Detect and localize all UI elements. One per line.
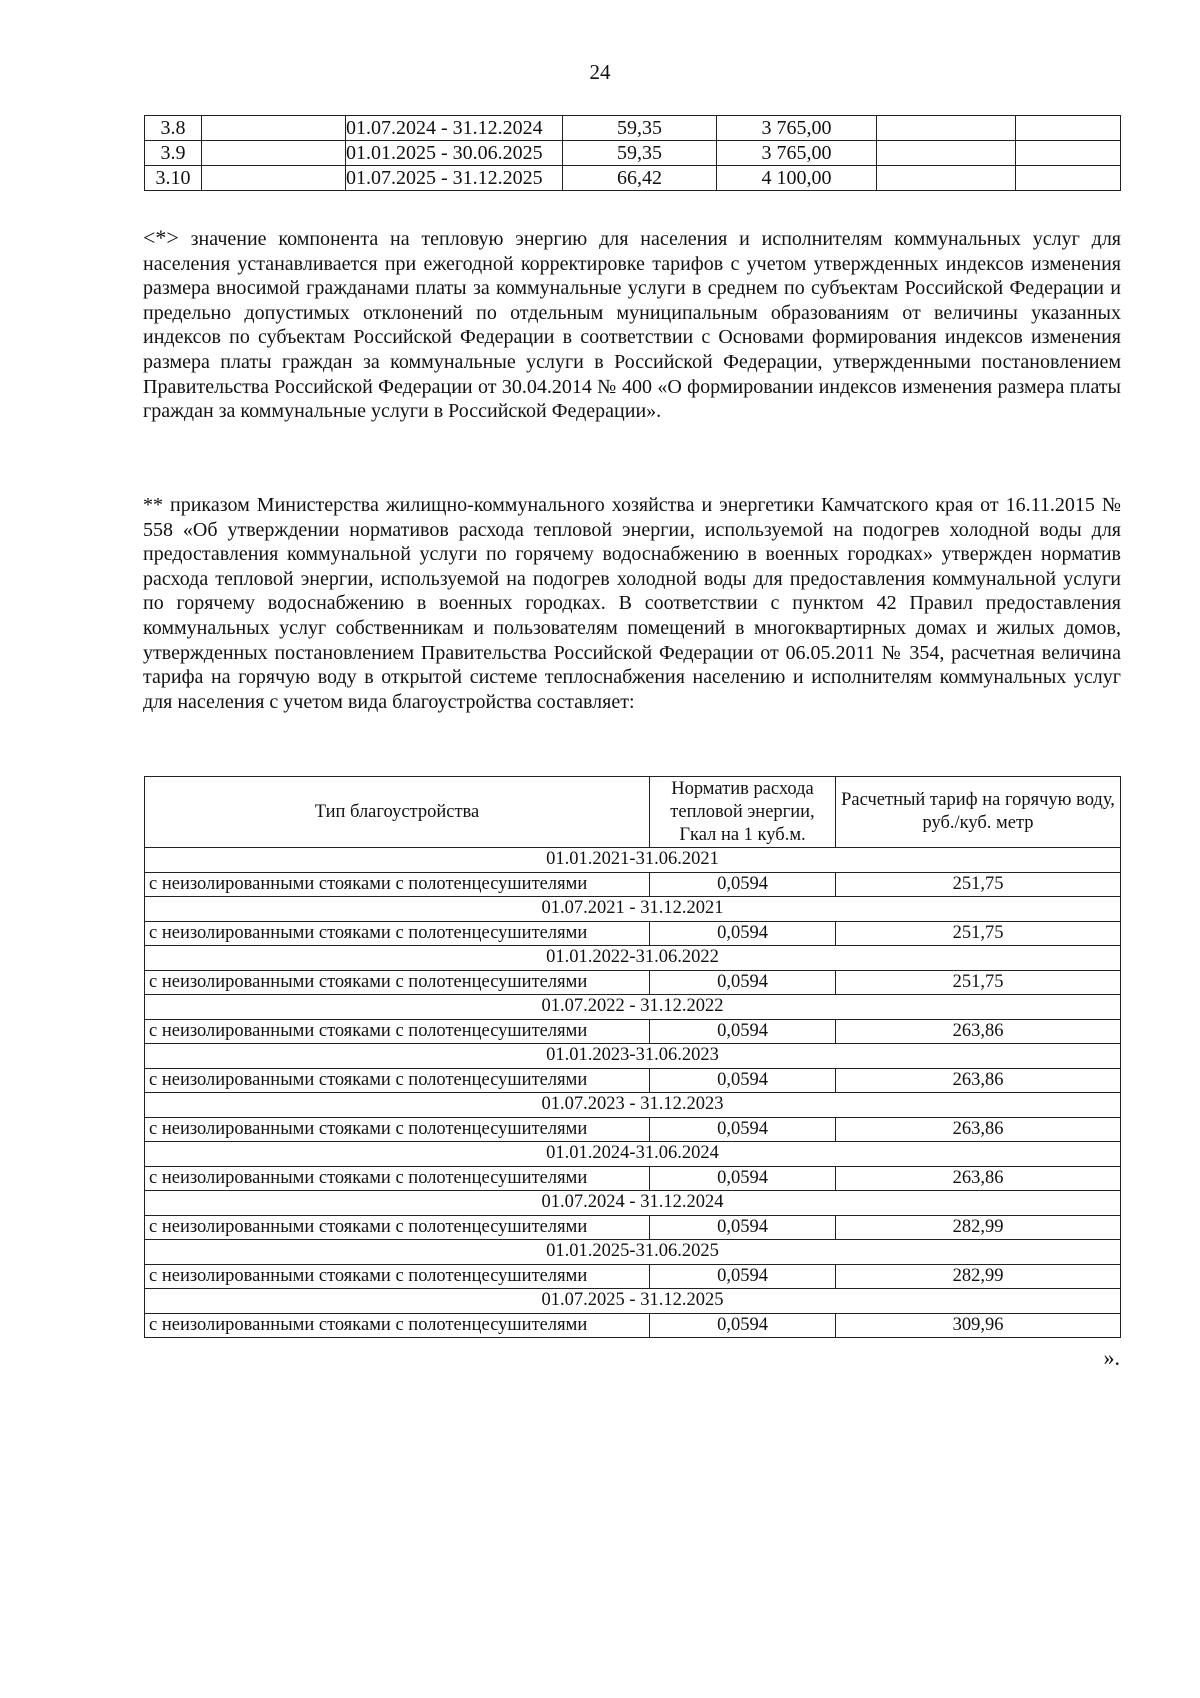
period-row (145, 1093, 1121, 1118)
cell-norm: 0,0594 (650, 1166, 836, 1191)
cell-tariff: 263,86 (836, 1019, 1121, 1044)
period-cell: 01.01.2024-31.06.2024 (145, 1142, 1121, 1167)
table-row (145, 872, 1121, 897)
cell-norm: 0,0594 (650, 1019, 836, 1044)
period-row (145, 1142, 1121, 1167)
table-row (145, 1215, 1121, 1240)
table-cell: 59,35 (563, 141, 717, 166)
table-row (145, 166, 1121, 191)
cell-tariff: 263,86 (836, 1166, 1121, 1191)
cell-norm: 0,0594 (650, 1264, 836, 1289)
period-row (145, 1191, 1121, 1216)
header-norm: Норматив расхода тепловой энергии, Гкал на 1 куб.м. (650, 777, 836, 848)
header-tariff: Расчетный тариф на горячую воду, руб./куб. метр (836, 777, 1121, 848)
table-row (145, 1019, 1121, 1044)
cell-type: с неизолированными стояками с полотенцесушителями (145, 872, 650, 897)
table-cell: 3.8 (145, 116, 202, 141)
period-cell: 01.07.2024 - 31.12.2024 (145, 1191, 1121, 1216)
cell-norm: 0,0594 (650, 1117, 836, 1142)
table-cell: 59,35 (563, 116, 717, 141)
cell-type: с неизолированными стояками с полотенцесушителями (145, 1313, 650, 1338)
cell-norm: 0,0594 (650, 1068, 836, 1093)
table-row (145, 116, 1121, 141)
table-cell: 01.07.2025 - 31.12.2025 (346, 166, 563, 191)
period-cell: 01.07.2022 - 31.12.2022 (145, 995, 1121, 1020)
cell-norm: 0,0594 (650, 970, 836, 995)
period-cell: 01.01.2022-31.06.2022 (145, 946, 1121, 971)
cell-norm: 0,0594 (650, 1215, 836, 1240)
header-type: Тип благоустройства (145, 777, 650, 848)
period-cell: 01.07.2023 - 31.12.2023 (145, 1093, 1121, 1118)
period-cell: 01.07.2025 - 31.12.2025 (145, 1289, 1121, 1314)
note-text: значение компонента на тепловую энергию для населения и исполнителям коммунальных услуг для населения устанавливается при ежегодной корректировке тарифов с учетом утвержденных индексов изменения размера вносимой гражданами платы за коммунальные услуги в среднем по субъектам Российской Федерации и предельно допустимых отклонений по отдельным муниципальным образованиям от величины указанных индексов по субъектам Российской Федерации в соответствии с Основами формирования индексов изменения размера платы граждан за коммунальные услуги в Российской Федерации, утвержденными постановлением Правительства Российской Федерации от 30.04.2014 № 400 «О формировании индексов изменения размера платы граждан за коммунальные услуги в Российской Федерации». (143, 228, 1121, 423)
table-cell (1016, 141, 1121, 166)
cell-type: с неизолированными стояками с полотенцесушителями (145, 970, 650, 995)
table-cell (202, 116, 346, 141)
table-cell (877, 141, 1016, 166)
cell-tariff: 263,86 (836, 1068, 1121, 1093)
table-cell (877, 166, 1016, 191)
period-cell: 01.07.2021 - 31.12.2021 (145, 897, 1121, 922)
cell-norm: 0,0594 (650, 1313, 836, 1338)
table-cell (1016, 166, 1121, 191)
table-cell: 3.9 (145, 141, 202, 166)
table-row (145, 141, 1121, 166)
hot-water-tariff-table (144, 776, 1121, 1338)
table-row (145, 1313, 1121, 1338)
table-cell (1016, 116, 1121, 141)
cell-tariff: 282,99 (836, 1264, 1121, 1289)
period-row (145, 1044, 1121, 1069)
table-row (145, 1068, 1121, 1093)
table-cell: 66,42 (563, 166, 717, 191)
period-row (145, 995, 1121, 1020)
closing-quote: ». (1103, 1345, 1120, 1370)
page-number: 24 (589, 60, 611, 84)
period-row (145, 946, 1121, 971)
period-cell: 01.01.2023-31.06.2023 (145, 1044, 1121, 1069)
table-cell: 3 765,00 (717, 116, 877, 141)
cell-tariff: 251,75 (836, 872, 1121, 897)
table-row (145, 1264, 1121, 1289)
tariff-component-table (144, 115, 1121, 191)
cell-type: с неизолированными стояками с полотенцесушителями (145, 1166, 650, 1191)
cell-tariff: 251,75 (836, 970, 1121, 995)
cell-tariff: 251,75 (836, 921, 1121, 946)
note-marker: <*> (143, 225, 179, 250)
table-cell (202, 166, 346, 191)
table-cell: 3 765,00 (717, 141, 877, 166)
cell-type: с неизолированными стояками с полотенцесушителями (145, 921, 650, 946)
period-row (145, 1240, 1121, 1265)
table-cell: 01.01.2025 - 30.06.2025 (346, 141, 563, 166)
cell-tariff: 282,99 (836, 1215, 1121, 1240)
period-row (145, 897, 1121, 922)
note-component-explanation (143, 226, 1121, 424)
table-cell: 01.07.2024 - 31.12.2024 (346, 116, 563, 141)
period-row (145, 1289, 1121, 1314)
table-cell: 3.10 (145, 166, 202, 191)
table-header-row (145, 777, 1121, 848)
cell-type: с неизолированными стояками с полотенцесушителями (145, 1117, 650, 1142)
table-row (145, 1117, 1121, 1142)
cell-norm: 0,0594 (650, 872, 836, 897)
table-cell: 4 100,00 (717, 166, 877, 191)
cell-type: с неизолированными стояками с полотенцесушителями (145, 1019, 650, 1044)
table-cell (202, 141, 346, 166)
period-cell: 01.01.2021-31.06.2021 (145, 848, 1121, 873)
table-row (145, 970, 1121, 995)
cell-type: с неизолированными стояками с полотенцесушителями (145, 1215, 650, 1240)
table-cell (877, 116, 1016, 141)
cell-type: с неизолированными стояками с полотенцесушителями (145, 1068, 650, 1093)
table-row (145, 1166, 1121, 1191)
period-row (145, 848, 1121, 873)
cell-tariff: 263,86 (836, 1117, 1121, 1142)
period-cell: 01.01.2025-31.06.2025 (145, 1240, 1121, 1265)
table-row (145, 921, 1121, 946)
cell-type: с неизолированными стояками с полотенцесушителями (145, 1264, 650, 1289)
cell-norm: 0,0594 (650, 921, 836, 946)
note-hot-water-tariff: ** приказом Министерства жилищно-коммунального хозяйства и энергетики Камчатского края от 16.11.2015 № 558 «Об утверждении нормативов расхода тепловой энергии, используемой на подогрев холодной воды для предоставления коммунальной услуги по горячему водоснабжению в военных городках» утвержден норматив расхода тепловой энергии, используемой на подогрев холодной воды для предоставления коммунальной услуги по горячему водоснабжению в военных городках. В соответствии с пунктом 42 Правил предоставления коммунальных услуг собственникам и пользователям помещений в многоквартирных домах и жилых домов, утвержденных постановлением Правительства Российской Федерации от 06.05.2011 № 354, расчетная величина тарифа на горячую воду в открытой системе теплоснабжения населению и исполнителям коммунальных услуг для населения с учетом вида благоустройства составляет: (143, 494, 1121, 713)
cell-tariff: 309,96 (836, 1313, 1121, 1338)
